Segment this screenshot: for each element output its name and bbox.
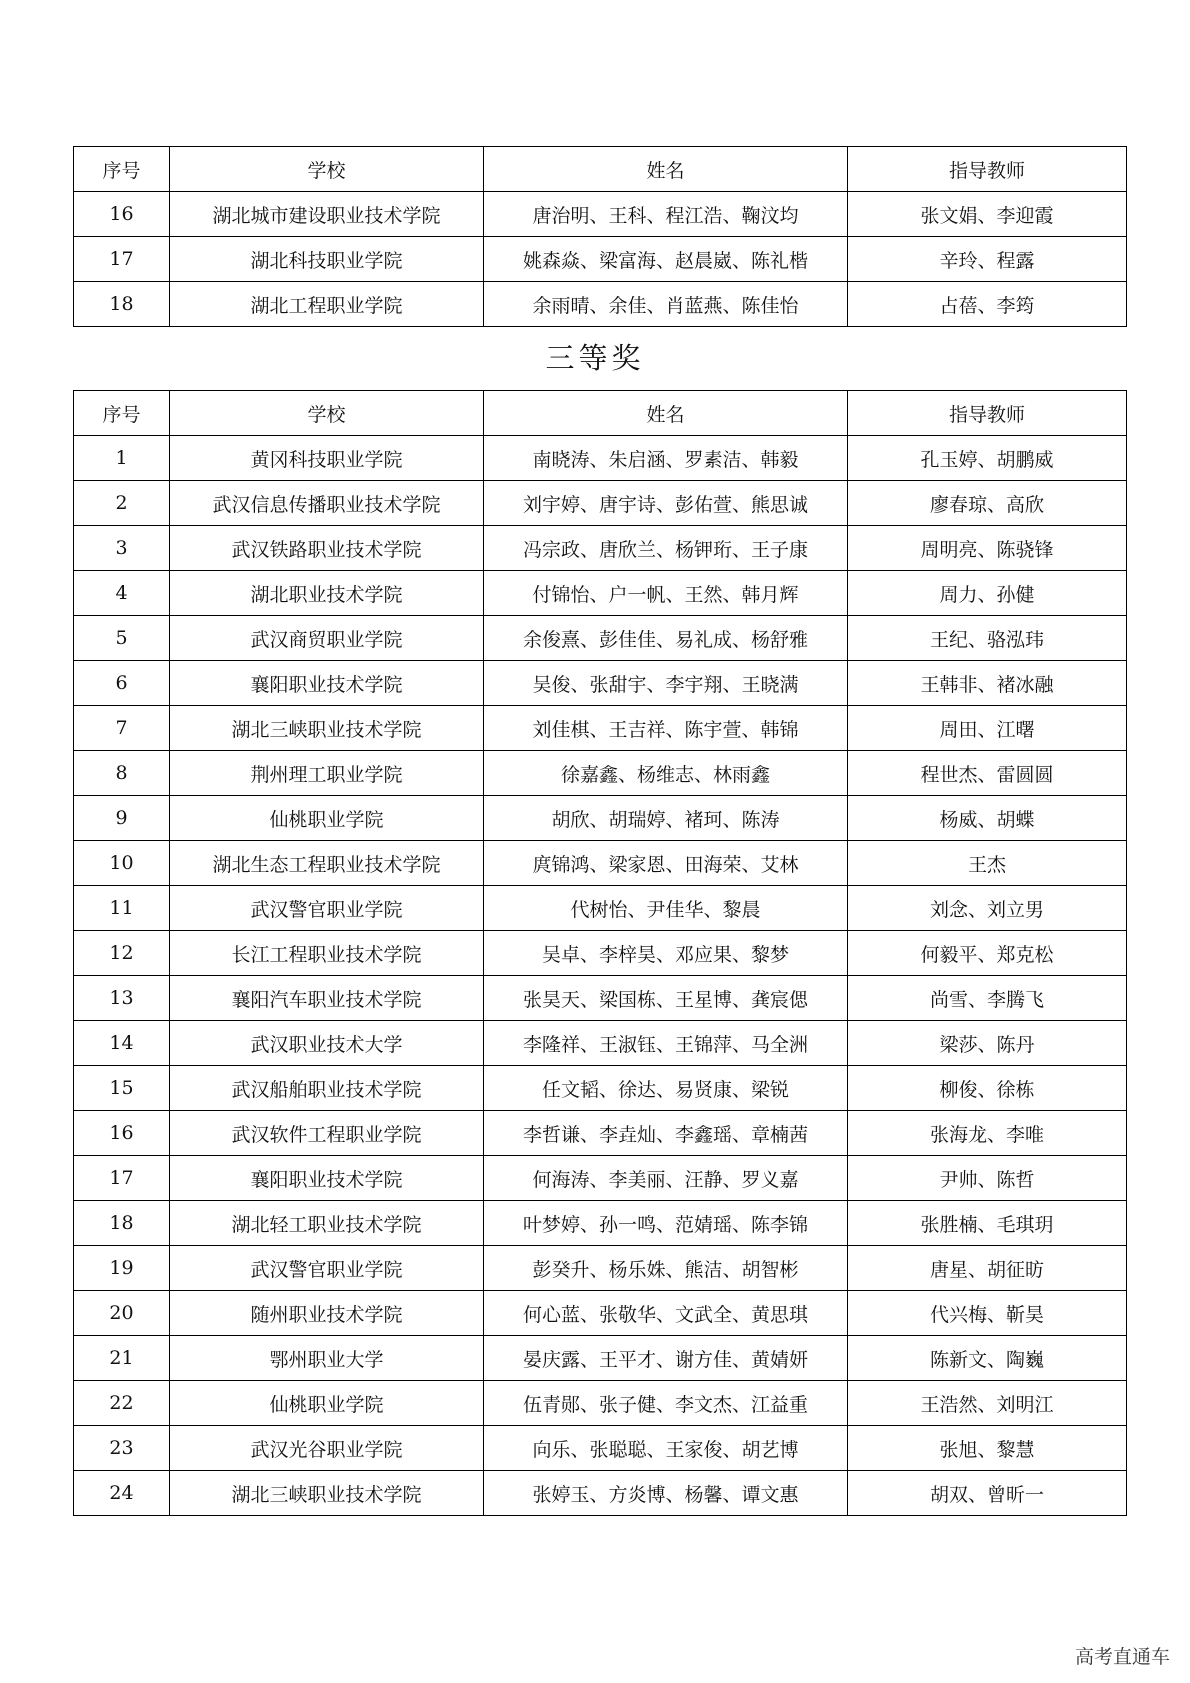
cell-no: 3	[74, 526, 170, 571]
cell-school: 襄阳汽车职业技术学院	[170, 976, 484, 1021]
cell-names: 吴俊、张甜宇、李宇翔、王晓满	[484, 661, 848, 706]
cell-school: 随州职业技术学院	[170, 1291, 484, 1336]
table-row	[74, 481, 1127, 526]
cell-teachers: 刘念、刘立男	[848, 886, 1127, 931]
cell-school: 武汉软件工程职业学院	[170, 1111, 484, 1156]
cell-names: 吴卓、李梓昊、邓应果、黎梦	[484, 931, 848, 976]
third-prize-table	[73, 390, 1127, 1516]
section-title: 三等奖	[545, 341, 645, 375]
table-row	[74, 616, 1127, 661]
table-row	[74, 931, 1127, 976]
cell-no: 21	[74, 1336, 170, 1381]
cell-names: 徐嘉鑫、杨维志、林雨鑫	[484, 751, 848, 796]
cell-names: 代树怡、尹佳华、黎晨	[484, 886, 848, 931]
cell-school: 襄阳职业技术学院	[170, 661, 484, 706]
cell-teachers: 尚雪、李腾飞	[848, 976, 1127, 1021]
cell-teachers: 张文娟、李迎霞	[848, 192, 1127, 237]
cell-teachers: 尹帅、陈哲	[848, 1156, 1127, 1201]
table-header-row	[74, 391, 1127, 436]
cell-school: 长江工程职业技术学院	[170, 931, 484, 976]
table-row	[74, 976, 1127, 1021]
cell-teachers: 辛玲、程露	[848, 237, 1127, 282]
cell-no: 6	[74, 661, 170, 706]
header-school: 学校	[170, 147, 484, 192]
table-row	[74, 282, 1127, 327]
cell-no: 13	[74, 976, 170, 1021]
table-row	[74, 1426, 1127, 1471]
header-names: 姓名	[484, 147, 848, 192]
table-row	[74, 1381, 1127, 1426]
cell-no: 1	[74, 436, 170, 481]
cell-no: 24	[74, 1471, 170, 1516]
table-body	[74, 192, 1127, 327]
cell-no: 5	[74, 616, 170, 661]
header-teachers: 指导教师	[848, 391, 1127, 436]
cell-school: 襄阳职业技术学院	[170, 1156, 484, 1201]
cell-teachers: 孔玉婷、胡鹏威	[848, 436, 1127, 481]
table-row	[74, 1021, 1127, 1066]
cell-school: 湖北职业技术学院	[170, 571, 484, 616]
cell-names: 任文韬、徐达、易贤康、梁锐	[484, 1066, 848, 1111]
cell-teachers: 王浩然、刘明江	[848, 1381, 1127, 1426]
cell-teachers: 张胜楠、毛琪玥	[848, 1201, 1127, 1246]
cell-no: 17	[74, 237, 170, 282]
cell-no: 23	[74, 1426, 170, 1471]
cell-no: 18	[74, 1201, 170, 1246]
cell-teachers: 王韩非、褚冰融	[848, 661, 1127, 706]
cell-teachers: 张旭、黎慧	[848, 1426, 1127, 1471]
cell-school: 湖北三峡职业技术学院	[170, 706, 484, 751]
cell-names: 唐治明、王科、程江浩、鞠汶均	[484, 192, 848, 237]
cell-school: 武汉信息传播职业技术学院	[170, 481, 484, 526]
award-table-continued	[73, 146, 1127, 327]
table-row	[74, 1336, 1127, 1381]
cell-school: 湖北三峡职业技术学院	[170, 1471, 484, 1516]
cell-school: 武汉光谷职业学院	[170, 1426, 484, 1471]
table-row	[74, 886, 1127, 931]
table-row	[74, 796, 1127, 841]
cell-names: 何心蓝、张敬华、文武全、黄思琪	[484, 1291, 848, 1336]
cell-teachers: 王纪、骆泓玮	[848, 616, 1127, 661]
cell-teachers: 程世杰、雷圆圆	[848, 751, 1127, 796]
table-row	[74, 1066, 1127, 1111]
table-row	[74, 192, 1127, 237]
cell-names: 彭癸升、杨乐姝、熊洁、胡智彬	[484, 1246, 848, 1291]
table-row	[74, 841, 1127, 886]
cell-teachers: 占蓓、李筠	[848, 282, 1127, 327]
cell-teachers: 胡双、曾昕一	[848, 1471, 1127, 1516]
table-row	[74, 661, 1127, 706]
watermark: 高考直通车	[1074, 1646, 1170, 1668]
cell-school: 湖北生态工程职业技术学院	[170, 841, 484, 886]
cell-school: 湖北城市建设职业技术学院	[170, 192, 484, 237]
table-row	[74, 1156, 1127, 1201]
table-row	[74, 1111, 1127, 1156]
cell-no: 15	[74, 1066, 170, 1111]
cell-teachers: 周力、孙健	[848, 571, 1127, 616]
table-row	[74, 571, 1127, 616]
cell-names: 姚森焱、梁富海、赵晨崴、陈礼楷	[484, 237, 848, 282]
cell-names: 晏庆露、王平才、谢方佳、黄婧妍	[484, 1336, 848, 1381]
table-row	[74, 526, 1127, 571]
table-row	[74, 706, 1127, 751]
cell-school: 武汉警官职业学院	[170, 886, 484, 931]
header-names: 姓名	[484, 391, 848, 436]
cell-names: 向乐、张聪聪、王家俊、胡艺博	[484, 1426, 848, 1471]
cell-names: 刘宇婷、唐宇诗、彭佑萱、熊思诚	[484, 481, 848, 526]
cell-no: 4	[74, 571, 170, 616]
cell-names: 余雨晴、余佳、肖蓝燕、陈佳怡	[484, 282, 848, 327]
cell-school: 仙桃职业学院	[170, 796, 484, 841]
cell-no: 9	[74, 796, 170, 841]
cell-names: 付锦怡、户一帆、王然、韩月辉	[484, 571, 848, 616]
table-row	[74, 436, 1127, 481]
table-row	[74, 1471, 1127, 1516]
cell-names: 张婷玉、方炎博、杨馨、谭文惠	[484, 1471, 848, 1516]
cell-no: 8	[74, 751, 170, 796]
cell-no: 16	[74, 192, 170, 237]
cell-school: 湖北轻工职业技术学院	[170, 1201, 484, 1246]
cell-teachers: 周田、江曙	[848, 706, 1127, 751]
cell-names: 叶梦婷、孙一鸣、范婧瑶、陈李锦	[484, 1201, 848, 1246]
header-school: 学校	[170, 391, 484, 436]
cell-teachers: 周明亮、陈骁锋	[848, 526, 1127, 571]
cell-teachers: 代兴梅、靳昊	[848, 1291, 1127, 1336]
cell-teachers: 廖春琼、高欣	[848, 481, 1127, 526]
header-teachers: 指导教师	[848, 147, 1127, 192]
cell-names: 李隆祥、王淑钰、王锦萍、马全洲	[484, 1021, 848, 1066]
cell-school: 武汉职业技术大学	[170, 1021, 484, 1066]
cell-school: 鄂州职业大学	[170, 1336, 484, 1381]
cell-school: 仙桃职业学院	[170, 1381, 484, 1426]
cell-school: 武汉船舶职业技术学院	[170, 1066, 484, 1111]
cell-no: 18	[74, 282, 170, 327]
table-row	[74, 1246, 1127, 1291]
cell-no: 10	[74, 841, 170, 886]
cell-school: 荆州理工职业学院	[170, 751, 484, 796]
cell-school: 武汉铁路职业技术学院	[170, 526, 484, 571]
table-body	[74, 436, 1127, 1516]
cell-school: 黄冈科技职业学院	[170, 436, 484, 481]
cell-teachers: 张海龙、李唯	[848, 1111, 1127, 1156]
cell-names: 南晓涛、朱启涵、罗素洁、韩毅	[484, 436, 848, 481]
cell-names: 刘佳棋、王吉祥、陈宇萱、韩锦	[484, 706, 848, 751]
cell-names: 李哲谦、李垚灿、李鑫瑶、章楠茜	[484, 1111, 848, 1156]
cell-teachers: 唐星、胡征昉	[848, 1246, 1127, 1291]
cell-school: 湖北科技职业学院	[170, 237, 484, 282]
cell-teachers: 杨威、胡蝶	[848, 796, 1127, 841]
cell-no: 2	[74, 481, 170, 526]
cell-names: 余俊熹、彭佳佳、易礼成、杨舒雅	[484, 616, 848, 661]
cell-names: 何海涛、李美丽、汪静、罗义嘉	[484, 1156, 848, 1201]
cell-names: 伍青郧、张子健、李文杰、江益重	[484, 1381, 848, 1426]
cell-teachers: 王杰	[848, 841, 1127, 886]
cell-teachers: 何毅平、郑克松	[848, 931, 1127, 976]
cell-teachers: 梁莎、陈丹	[848, 1021, 1127, 1066]
cell-no: 20	[74, 1291, 170, 1336]
table-row	[74, 751, 1127, 796]
table-header-row	[74, 147, 1127, 192]
cell-no: 22	[74, 1381, 170, 1426]
cell-names: 胡欣、胡瑞婷、褚珂、陈涛	[484, 796, 848, 841]
cell-no: 12	[74, 931, 170, 976]
cell-names: 张昊天、梁国栋、王星博、龚宸偲	[484, 976, 848, 1021]
cell-no: 14	[74, 1021, 170, 1066]
cell-teachers: 柳俊、徐栋	[848, 1066, 1127, 1111]
table-row	[74, 237, 1127, 282]
cell-no: 17	[74, 1156, 170, 1201]
table-row	[74, 1291, 1127, 1336]
cell-school: 武汉商贸职业学院	[170, 616, 484, 661]
cell-school: 湖北工程职业学院	[170, 282, 484, 327]
cell-names: 庹锦鸿、梁家恩、田海荣、艾林	[484, 841, 848, 886]
cell-teachers: 陈新文、陶巍	[848, 1336, 1127, 1381]
cell-school: 武汉警官职业学院	[170, 1246, 484, 1291]
cell-no: 16	[74, 1111, 170, 1156]
cell-no: 11	[74, 886, 170, 931]
table-row	[74, 1201, 1127, 1246]
cell-no: 19	[74, 1246, 170, 1291]
cell-no: 7	[74, 706, 170, 751]
cell-names: 冯宗政、唐欣兰、杨钾珩、王子康	[484, 526, 848, 571]
header-no: 序号	[74, 147, 170, 192]
header-no: 序号	[74, 391, 170, 436]
